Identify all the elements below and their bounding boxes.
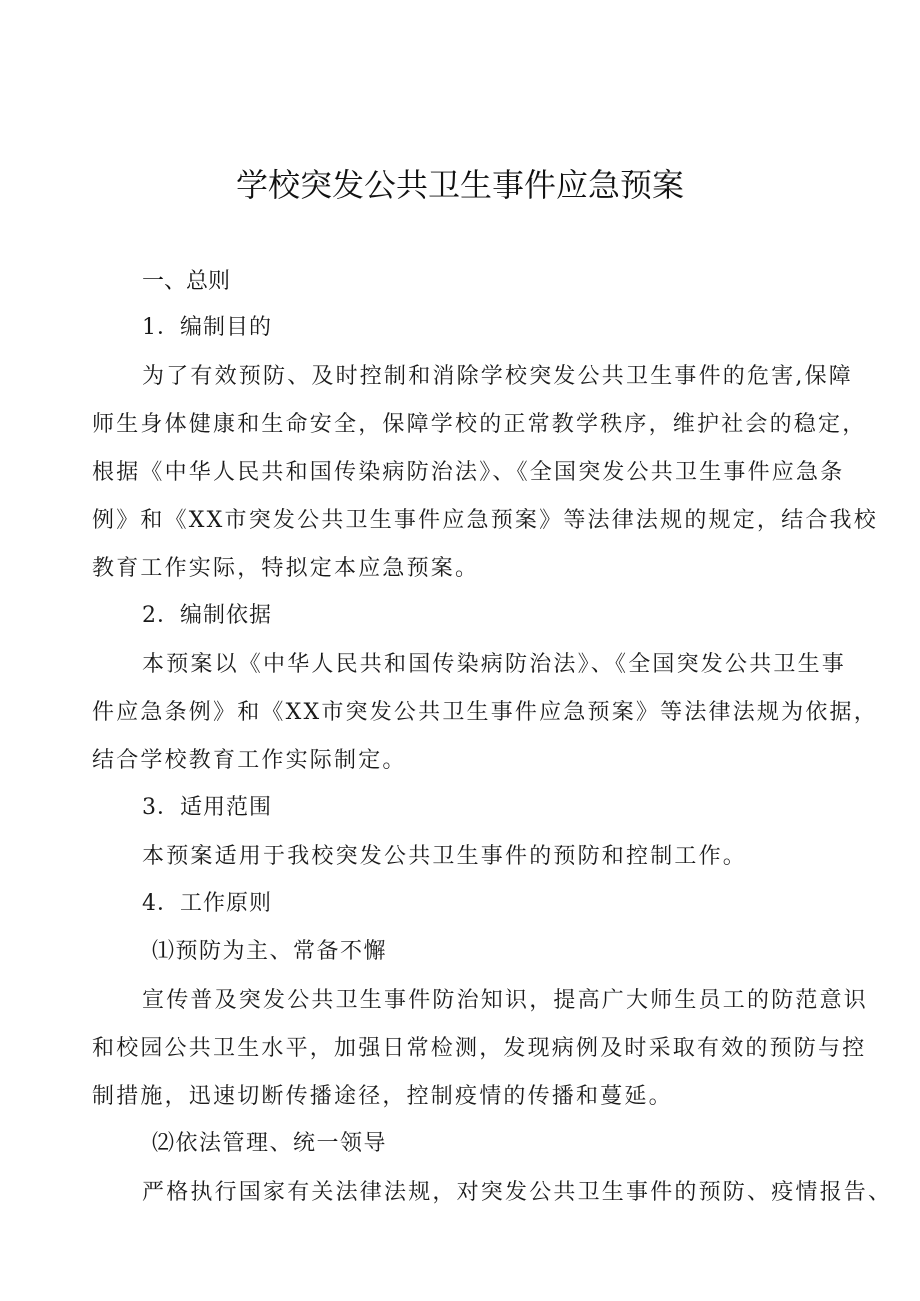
paragraph-line: 本预案适用于我校突发公共卫生事件的预防和控制工作。: [142, 844, 748, 869]
paragraph-line: 和校园公共卫生水平，加强日常检测，发现病例及时采取有效的预防与控: [92, 1036, 867, 1061]
subsection-label-scope: 3．适用范围: [142, 795, 272, 820]
paragraph-line: 例》和《XX市突发公共卫生事件应急预案》等法律法规的规定，结合我校: [92, 508, 878, 533]
paragraph-line: 件应急条例》和《XX市突发公共卫生事件应急预案》等法律法规为依据，: [92, 700, 878, 725]
paragraph-line: 为了有效预防、及时控制和消除学校突发公共卫生事件的危害,保障: [142, 364, 853, 389]
subsection-label-principles: 4．工作原则: [142, 891, 272, 916]
paragraph-line: 师生身体健康和生命安全，保障学校的正常教学秩序，维护社会的稳定，: [92, 412, 867, 437]
section-heading-general: 一、总则: [142, 269, 231, 294]
paragraph-line: 结合学校教育工作实际制定。: [92, 748, 407, 773]
principle-item-label: ⑴预防为主、常备不懈: [152, 939, 388, 964]
paragraph-line: 教育工作实际，特拟定本应急预案。: [92, 556, 480, 581]
subsection-label-purpose: 1．编制目的: [142, 315, 272, 340]
paragraph-line: 本预案以《中华人民共和国传染病防治法》、《全国突发公共卫生事: [142, 652, 847, 677]
paragraph-line: 宣传普及突发公共卫生事件防治知识，提高广大师生员工的防范意识: [142, 988, 869, 1013]
principle-item-label: ⑵依法管理、统一领导: [152, 1131, 388, 1156]
paragraph-line: 根据《中华人民共和国传染病防治法》、《全国突发公共卫生事件应急条: [92, 460, 845, 485]
subsection-label-basis: 2．编制依据: [142, 603, 272, 628]
paragraph-line: 严格执行国家有关法律法规，对突发公共卫生事件的预防、疫情报告、: [142, 1180, 893, 1205]
document-title: 学校突发公共卫生事件应急预案: [235, 166, 684, 204]
paragraph-line: 制措施，迅速切断传播途径，控制疫情的传播和蔓延。: [92, 1084, 673, 1109]
